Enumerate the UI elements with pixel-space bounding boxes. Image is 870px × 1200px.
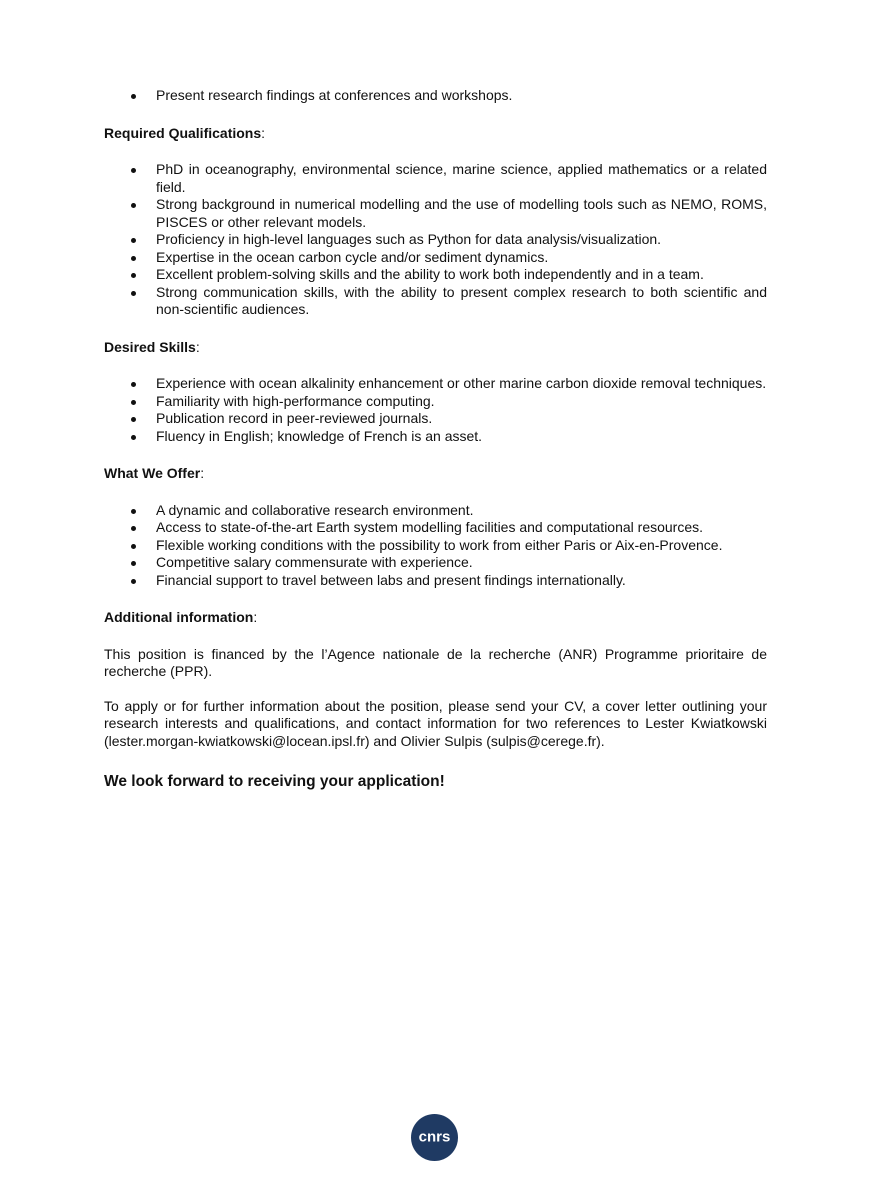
list-item: Present research findings at conferences and workshops. — [104, 87, 767, 105]
list-item: Experience with ocean alkalinity enhancement or other marine carbon dioxide removal techniques. — [104, 375, 767, 393]
closing-statement: We look forward to receiving your application! — [104, 773, 445, 790]
bullet-icon — [131, 544, 136, 549]
cnrs-logo-icon — [411, 1114, 458, 1161]
list-item: Flexible working conditions with the possibility to work from either Paris or Aix-en-Provence. — [104, 537, 767, 555]
list-item: Competitive salary commensurate with experience. — [104, 554, 767, 572]
section-heading-offer: What We Offer: — [104, 465, 205, 481]
bullet-icon — [131, 579, 136, 584]
desired-skills-list — [104, 375, 767, 445]
required-qualifications-list — [104, 161, 767, 319]
list-item: Strong background in numerical modelling and the use of modelling tools such as NEMO, ROMS, PISCES or other relevant models. — [104, 196, 767, 231]
funding-paragraph: This position is financed by the l’Agence nationale de la recherche (ANR) Programme prioritaire de recherche (PPR). — [104, 645, 767, 679]
list-item: Publication record in peer-reviewed journals. — [104, 410, 767, 428]
intro-list — [104, 87, 767, 105]
what-we-offer-list — [104, 502, 767, 590]
bullet-icon — [131, 273, 136, 278]
list-item: Strong communication skills, with the ability to present complex research to both scientific and non-scientific audiences. — [104, 284, 767, 319]
bullet-icon — [131, 509, 136, 514]
list-item: Access to state-of-the-art Earth system modelling facilities and computational resources. — [104, 519, 767, 537]
application-paragraph: To apply or for further information about the position, please send your CV, a cover letter outlining your research interests and qualifications, and contact information for two references to Lester Kwiatkowski (lester.morgan-kwiatkowski@locean.ipsl.fr) and Olivier Sulpis (sulpis@cerege.fr). — [104, 697, 767, 749]
bullet-icon — [131, 382, 136, 387]
section-heading-desired: Desired Skills: — [104, 338, 200, 355]
bullet-icon — [131, 561, 136, 566]
bullet-icon — [131, 238, 136, 243]
list-item: Fluency in English; knowledge of French is an asset. — [104, 428, 767, 446]
bullet-icon — [131, 400, 136, 405]
bullet-icon — [131, 417, 136, 422]
logo-text: cnrs — [418, 1128, 451, 1146]
document-page — [104, 87, 767, 791]
bullet-icon — [131, 291, 136, 296]
list-item: Expertise in the ocean carbon cycle and/or sediment dynamics. — [104, 249, 767, 267]
bullet-icon — [131, 203, 136, 208]
list-item: Familiarity with high-performance computing. — [104, 393, 767, 411]
section-heading-additional: Additional information: — [104, 609, 258, 625]
section-heading-required: Required Qualifications: — [104, 124, 266, 141]
list-item: PhD in oceanography, environmental science, marine science, applied mathematics or a related field. — [104, 161, 767, 196]
bullet-icon — [131, 168, 136, 173]
list-item: Excellent problem-solving skills and the ability to work both independently and in a team. — [104, 266, 767, 284]
bullet-icon — [131, 435, 136, 440]
list-item: A dynamic and collaborative research environment. — [104, 502, 767, 520]
list-item: Proficiency in high-level languages such as Python for data analysis/visualization. — [104, 231, 767, 249]
list-item: Financial support to travel between labs and present findings internationally. — [104, 572, 767, 590]
bullet-icon — [131, 94, 136, 99]
bullet-icon — [131, 256, 136, 261]
bullet-icon — [131, 526, 136, 531]
